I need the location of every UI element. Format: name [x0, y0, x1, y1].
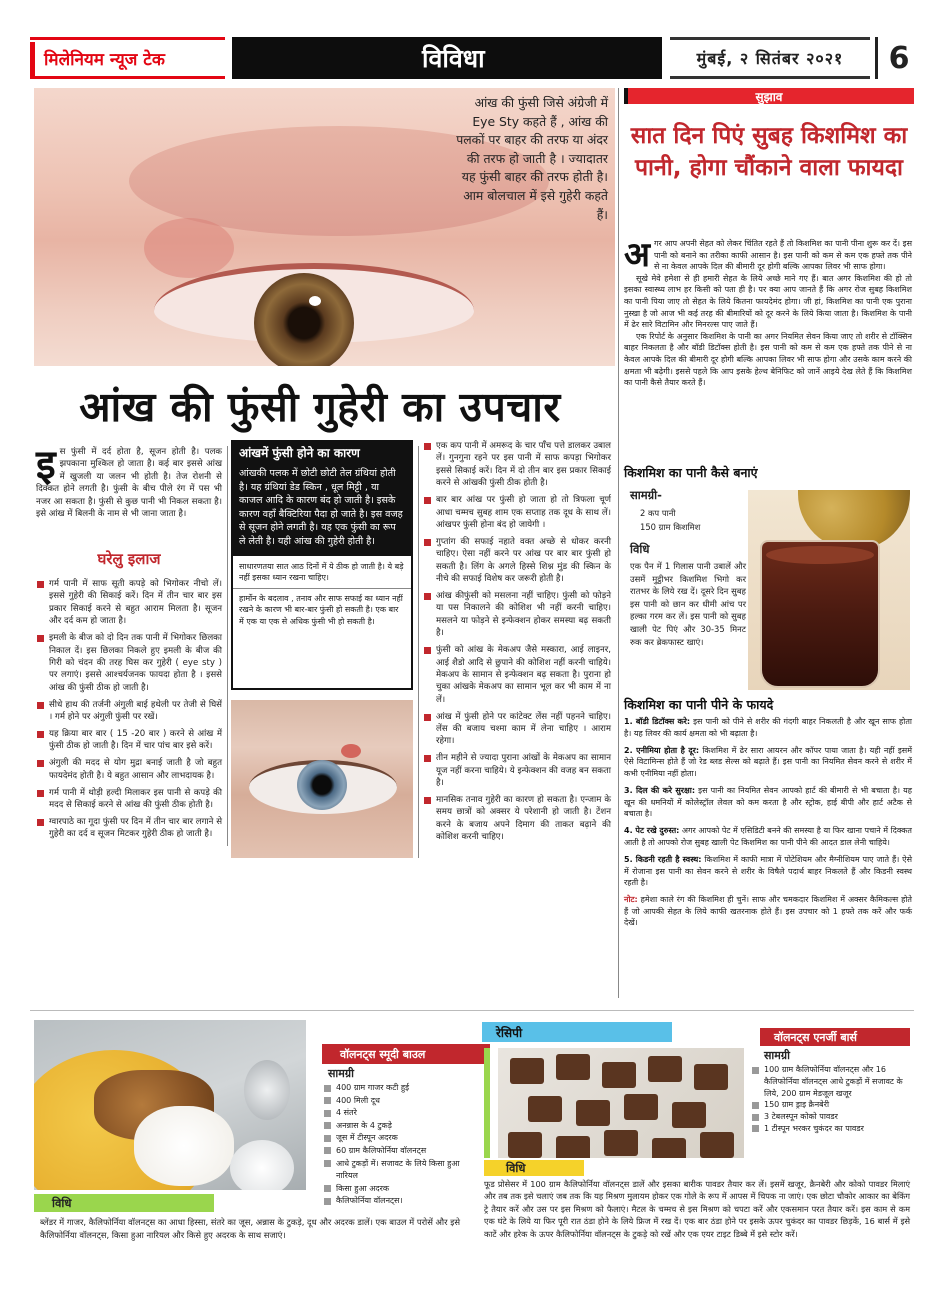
ingredient: 3 टेबलस्पून कोको पावडर [750, 1111, 912, 1123]
ingredient: कैलिफोर्निया वॉलनट्स। [322, 1195, 472, 1208]
smoothie-ingredients [322, 1082, 472, 1208]
benefits-list [624, 716, 912, 935]
remedy-list-continued [423, 440, 611, 848]
benefit-item: 3. दिल की करे सुरक्षा: इस पानी का नियमित सेवन आपको हार्ट की बीमारी से भी बचाता है। यह खून की धमनियों में कोलेस्ट्रॉल लेवल को कम करता है और स्ट्रोक, हाई बीपी और हार्ट अटैक से बचाता है। [624, 785, 912, 819]
cause-note-2: हार्मोन के बदलाव , तनाव और साफ सफाई का ध्यान नहीं रखने के कारण भी बार-बार फुंसी हो सकती है। एक बार में एक या एक से अधिक फुंसी भी हो सकती है। [239, 593, 403, 626]
ingredient: 2 कप पानी [640, 508, 676, 518]
smoothie-method-heading: विधि [34, 1194, 214, 1212]
drop-cap: अ [624, 235, 650, 275]
bars-ingredients [750, 1064, 912, 1135]
intro-text: स फुंसी में दर्द होता है, सूजन होती है। पलक झपकाना मुश्किल हो जाता है। कई बार इससे आंख में खुजली या जलन भी होती है। तेज रोशनी से दिक्कत होने लगती है। फुंसी के बीच पीले रंग में पस भी नजर आ सकता है। फुंसी से कुछ पानी भी निकल सकता है। इसे आंख में बिलनी के नाम से भी जाना जाता है। [36, 447, 222, 520]
list-item: सीधे हाथ की तर्जनी अंगुली बाई हथेली पर तेजी से घिसें । गर्म होने पर अंगुली फुंसी पर रखें। [36, 699, 222, 724]
ingredients-heading: सामग्री- [630, 488, 662, 502]
list-item: अंगुली की मदद से योग मुद्रा बनाई जाती है जो बहुत फायदेमंद होती है। ये बहुत आसान और लाभदायक है। [36, 757, 222, 782]
eye-stye-photo [231, 700, 413, 858]
newspaper-name: मिलेनियम न्यूज टेक [44, 49, 165, 70]
walnut-bars-photo [498, 1048, 744, 1158]
cause-box [231, 440, 413, 690]
ingredient: 150 ग्राम किशमिश [640, 522, 701, 532]
raisin-headline: सात दिन पिएं सुबह किशमिश का पानी, होगा चौंकाने वाला फायदा [630, 123, 908, 181]
list-item: आंख कीफुंसी को मसलना नहीं चाहिए। फुंसी को फोड़ने या पस निकालने की कोशिश भी नहीं करनी चाहिए। मसलने या फोड़ने से इन्फेक्शन होकर समस्या बढ़ सकती है। [423, 590, 611, 640]
newspaper-masthead [30, 37, 225, 79]
smoothie-ingredients-heading: सामग्री [328, 1067, 354, 1080]
recipe-label: रेसिपी [496, 1025, 523, 1040]
raisin-para-3: एक रिपोर्ट के अनुसार किशमिश के पानी का अगर नियमित सेवन किया जाए तो शरीर से टॉक्सिन बाहर निकलता है और बॉडी डिटॉक्स होती है। इस पानी को कम से कम एक हफ्ते तक पीने से ना केवल आपके दिल की बीमारी दूर होगी बल्कि आपका लिवर भी साफ होगा और उसके काम करने की क्षमता भी बढ़ेगी। इससे पहले कि आप इसके हेल्थ बेनिफिट को जानें आइये देख लेते हैं कि किशमिश का पानी कैसे तैयार करते हैं। [624, 331, 912, 388]
raisin-para-2: सूखे मेवे हमेशा से ही हमारी सेहत के लिये अच्छे माने गए हैं। बात अगर किशमिश की हो तो इसका स्वास्थ्य लाभ हर किसी को पता ही है। पर क्या आप जानते हैं कि अगर रोज सुबह किशमिश का पानी पिया जाए तो सेहत के लिये कितना फायदेमंद होगा। जी हां, किशमिश का पानी एक पुराना नुस्खा है जो आज भी कई तरह की बीमारियों को दूर करने के लिये किया जाता है। किशमिश के पानी में ढेर सारे विटामिन और मिनरल्स पाए जाते हैं। [624, 273, 912, 330]
walnut-bars-title: वॉलनट्स एनर्जी बार्स [760, 1028, 910, 1046]
cause-text: आंखकी पलक में छोटी छोटी तेल ग्रंथियां होती है। यह ग्रंथियां डेड स्किन , धूल मिट्टी , या काजल आदि के कारण बंद हो जाती है। इसके कारण वहाँ बैक्टिरिया पैदा हो जाते है। इस वजह से सूजन होने लगती है। यह एक फुंसी का रूप ले लेती है। यही आंख की गुहेरी होती है। [233, 464, 411, 556]
benefits-heading: किशमिश का पानी पीने के फायदे [624, 697, 774, 712]
article-headline: आंख की फुंसी गुहेरी का उपचार [79, 383, 561, 431]
bars-method-heading: विधि [484, 1160, 584, 1176]
issue-date: मुंबई, २ सितंबर २०२१ [670, 37, 870, 79]
bars-ingredients-heading: सामग्री [764, 1049, 790, 1062]
ingredient: 100 ग्राम कैलिफोर्निया वॉलनट्स और 16 कैलिफोर्निया वॉलनट्स आधे टुकड़ों में सजावट के लिये, 200 ग्राम मेडजूल खजूर [750, 1064, 912, 1099]
remedy-heading: घरेलु इलाज [97, 550, 161, 568]
ingredients-list [640, 506, 760, 534]
section-title: विविधा [232, 37, 662, 79]
benefit-item: 1. बॉडी डिटॉक्स करे: इस पानी को पीने से शरीर की गंदगी बाहर निकलती है और खून साफ होता है। यह लिवर की कार्य क्षमता को भी बढ़ाता है। [624, 717, 913, 738]
cause-note-1: साधारणतया सात आठ दिनों में ये ठीक हो जाती है। ये बड़े नहीं इसका ध्यान रखना चाहिए। [239, 561, 404, 583]
column-divider [618, 88, 619, 998]
recipe-label-bar [482, 1022, 672, 1042]
raisin-intro [624, 235, 912, 389]
note: नोट: हमेशा काले रंग की किशमिश ही चुनें। साफ और चमकदार किशमिश में अक्सर कैमिकल्स होते हैं जो आपकी सेहत के लिये काफी खतरनाक होते हैं। इस उपचार को 1 हफ्ते तक करें और फर्क देखें। [624, 895, 912, 928]
ingredient: 1 टीस्पून भरकर चुकंदर का पावडर [750, 1123, 912, 1135]
list-item: फुंसी को आंख के मेकअप जैसे मस्कारा, आई लाइनर, आई शैडो आदि से छुपाने की कोशिश नहीं करनी चाहिये। मेकअप के सामान से इन्फेक्शन बढ़ सकता है। पुराना हो चुका आंखके मेकअप का सामान भूल कर भी काम में ना लें। [423, 644, 611, 706]
smoothie-bowl-photo [34, 1020, 306, 1190]
list-item: यह क्रिया बार बार ( 15 -20 बार ) करने से आंख में फुंसी ठीक हो जाती है। दिन में चार पांच बार इसे करें। [36, 728, 222, 753]
ingredient: 4 संतरे [322, 1107, 472, 1120]
ingredient: अनन्नास के 4 टुकड़े [322, 1120, 472, 1133]
list-item: गुप्तांग की सफाई नहाते वक्त अच्छे से धोकर करनी चाहिए। ऐसा नहीं करने पर आंख पर बार बार फुंसी हो सकती है। लिंग के अगले हिस्से शिश्न मुंड की स्किन के नीचे की सफाई विशेष कर जरूरी होती है। [423, 536, 611, 586]
page-number: 6 [875, 37, 920, 79]
cause-heading: आंखमें फुंसी होने का कारण [233, 442, 411, 464]
list-item: इमली के बीज को दो दिन तक पानी में भिगोकर छिलका निकाल दें। इस छिलका निकले हुए इमली के बीज की गिरी को चंदन की तरह घिस कर गुहेरी ( eye sty ) पर लगाएं। इससे आश्चर्यजनक फायदा होता है । इससे आंख की फुंसी ठीक हो जाती है। [36, 632, 222, 694]
smoothie-method: ब्लेंडर में गाजर, कैलिफोर्निया वॉलनट्स का आधा हिस्सा, संतरे का जूस, अन्नास के टुकड़े, दूध और अदरक डालें। एक बाउल में परोसें और इसे कैलिफोर्निया वॉलनट्स, किसा हुआ नारियल और किसे हुए अदरक के साथ सजाएं। [40, 1217, 460, 1240]
list-item: बार बार आंख पर फुंसी हो जाता हो तो त्रिफला चूर्ण आधा चम्मच सुबह शाम एक सप्ताह तक दूध के साथ लें। आंखपर फुंसी होना बंद हो जायेगी । [423, 494, 611, 531]
suggestion-label-bar [624, 88, 914, 104]
raisin-intro-text: गर आप अपनी सेहत को लेकर चिंतित रहते हैं तो किशमिश का पानी पीना शुरू कर दें। इस पानी को बनाने का तरीका काफी आसान है। इस पानी को कम से कम एक हफ्ते तक पीने से ना केवल आपके दिल की बीमारी दूर होगी बल्कि आपका लिवर भी साफ होगा। [653, 239, 912, 272]
article-intro [36, 442, 222, 520]
method-heading: विधि [630, 542, 650, 556]
ingredient: 150 ग्राम ड्राइ क्रैनबेरी [750, 1099, 912, 1111]
section-divider [30, 1010, 914, 1011]
eye-intro-caption: आंख की फुंसी जिसे अंग्रेजी में Eye Sty कहते हैं , आंख की पलकों पर बाहर की तरफ या अंदर की तरफ हो जाती है । ज्यादातर यह फुंसी बाहर की तरफ होती है। आम बोलचाल में इसे गुहेरी कहते हैं। [456, 95, 608, 222]
list-item: एक कप पानी में अमरूद के चार पाँच पत्ते डालकर उबाल लें। गुनगुना रहने पर इस पानी में साफ कपड़ा भिगोकर इससे सिकाई करें। दिन में दो तीन बार इस प्रकार सिकाई करने से आंखकी फुंसी ठीक होती है। [423, 440, 611, 490]
ingredient: 400 मिली दूध [322, 1095, 472, 1108]
ingredient: आधे टुकड़ों में। सजावट के लिये किसा हुआ नारियल [322, 1158, 472, 1183]
benefit-item: 2. एनीमिया होता है दूर: किशमिश में ढेर सारा आयरन और कॉपर पाया जाता है। यही नहीं इसमें ऐसे विटामिन्स होते हैं जो रेड ब्लड सेल्स को बढ़ाते हैं। इस पानी का नियमित सेवन करने से शरीर में कभी एनीमिया नहीं होता। [624, 745, 913, 778]
column-divider [418, 446, 419, 858]
method-text: एक पैन में 1 गिलास पानी उबालें और उसमें मुट्ठीभर किशमिश भिगो कर रातभर के लिये रख दें। दूसरे दिन सुबह इस पानी को छान कर धीमी आंच पर हल्का गरम कर लें। इस पानी को सुबह खाली पेट पिएं और 30-35 मिनट रुक कर ब्रेकफास्ट खाएं। [630, 561, 746, 647]
list-item: गर्म पानी में थोड़ी हल्दी मिलाकर इस पानी से कपड़े की मदद से सिकाई करने से आंख की फुंसी ठीक होती है। [36, 787, 222, 812]
green-accent [484, 1048, 490, 1158]
list-item: मानसिक तनाव गुहेरी का कारण हो सकता है। एन्जाम के समय छात्रों को अक्सर ये परेशानी हो जाती है। टेंशन करने के बजाय अपने दिमाग की ताकत बढ़ाने की कोशिश करनी चाहिए। [423, 794, 611, 844]
smoothie-title: वॉलनट्स स्मूदी बाउल [322, 1044, 490, 1064]
ingredient: जूस में टीस्पून अदरक [322, 1132, 472, 1145]
ingredient: किसा हुआ अदरक [322, 1183, 472, 1196]
column-divider [227, 446, 228, 846]
remedy-list [36, 578, 222, 845]
list-item: गर्म पानी में साफ सूती कपड़े को भिगोकर नीचो लें। इससे गुहेरी की सिकाई करें। दिन में तीन चार बार इस प्रकार सिकाई करने से बहुत आराम मिलता है। सूजन और दर्द कम हो जाता है। [36, 578, 222, 628]
list-item: ग्वारपाठे का गूदा फुंसी पर दिन में तीन चार बार लगाने से गुहेरी का दर्द व सूजन मिटकर गुहेरी ठीक हो जाती है। [36, 816, 222, 841]
list-item: आंख में फुंसी होने पर कांटेक्ट लेंस नहीं पहनने चाहिए। लेंस की बजाय चश्मा काम में लेना चाहिए । आराम रहेगा। [423, 711, 611, 748]
list-item: तीन महीने से ज्यादा पुराना आंखों के मेकअप का सामान यूज नहीं करना चाहिये। ये इन्फेक्शन की वजह बन सकता है। [423, 752, 611, 789]
suggestion-label: सुझाव [755, 89, 783, 104]
drop-cap: इ [36, 442, 56, 488]
benefit-item: 5. किडनी रहती है स्वस्थ: किशमिश में काफी मात्रा में पोटेशियम और मैग्नीशियम पाए जाते हैं। ऐसे में रोजाना इस पानी का सेवन करने से शरीर के विषैले पदार्थ बाहर निकलते हैं और किडनी स्वस्थ रहती है। [624, 854, 912, 888]
bars-method: फूड प्रोसेसर में 100 ग्राम कैलिफोर्निया वॉलनट्स डालें और इसका बारीक पावडर तैयार कर लें। इसमें खजूर, क्रैनबेरी और कोको पावडर मिलाएं और तब तक इसे चलाएं जब तक कि यह मिश्रण मुलायम होकर एक गोले के रूप में आपस में चिपक ना जाएं। एक छोटा चौकोर आकार का बेकिंग ट्रे तैयार करें और उस पर इस मिश्रण को फैलाएं। मैटल के चम्मच से इस मिश्रण को चपटा करें और एकसमान परत तैयार करें। इस काम से कम एक घंटे के लिये या फिर पूरी रात ठंडा होने के लिये फ्रिज में रख दें। एक बार ठंडा होने पर इसके ऊपर चुकंदर का पावडर छिड़कें, 16 बार्स में इसे काटें और हरेक के ऊपर कैलिफोर्निया वॉलनट्स के टुकड़े को रखें और एक एयर टाइट डिब्बे में इसे स्टोर करें। [484, 1179, 910, 1239]
how-to-heading: किशमिश का पानी कैसे बनाएं [624, 465, 758, 480]
benefit-item: 4. पेट रखे दुरुस्त: अगर आपको पेट में एसिडिटी बनने की समस्या है या फिर खाना पचाने में दिक्कत आती है तो आपको रोज सुबह खाली पेट किशमिश का पानी पीने की आदत डाल लेनी चाहिये। [624, 826, 912, 847]
raisin-water-photo [748, 490, 910, 690]
ingredient: 400 ग्राम गाजर कटी हुई [322, 1082, 472, 1095]
ingredient: 60 ग्राम कैलिफोर्निया वॉलनट्स [322, 1145, 472, 1158]
divider [233, 588, 411, 589]
